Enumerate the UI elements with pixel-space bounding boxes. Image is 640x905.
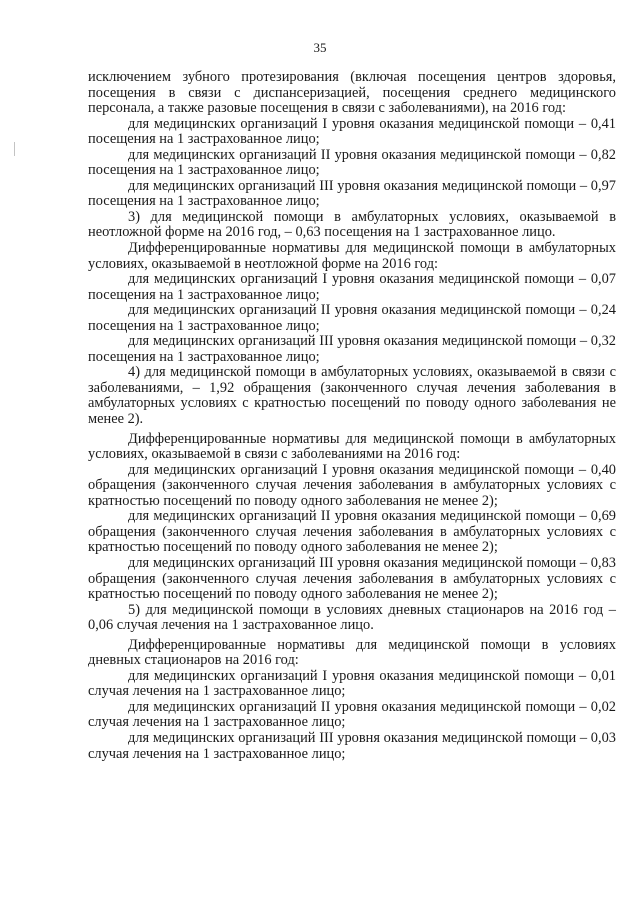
paragraph-urgent-level3: для медицинских организаций III уровня оказания медицинской помощи – 0,32 посещения на 1 застрахованное лицо; [88, 333, 616, 365]
paragraph-urgent-level1: для медицинских организаций I уровня оказания медицинской помощи – 0,07 посещения на 1 застрахованное лицо; [88, 271, 616, 303]
paragraph-disease-level2: для медицинских организаций II уровня оказания медицинской помощи – 0,69 обращения (законченного случая лечения заболевания в амбулаторных условиях с кратностью посещений по поводу одного заболевания не менее 2); [88, 508, 616, 556]
paragraph-day-hospital-level1: для медицинских организаций I уровня оказания медицинской помощи – 0,01 случая лечения на 1 застрахованное лицо; [88, 667, 616, 700]
paragraph-day-hospital-differentiated: Дифференцированные нормативы для медицинской помощи в условиях дневных стационаров на 2016 год: [88, 636, 616, 669]
paragraph-disease-level1: для медицинских организаций I уровня оказания медицинской помощи – 0,40 обращения (законченного случая лечения заболевания в амбулаторных условиях с кратностью посещений по поводу одного заболевания не менее 2); [88, 461, 616, 509]
paragraph-disease-differentiated: Дифференцированные нормативы для медицинской помощи в амбулаторных условиях, оказываемой в связи с заболеваниями на 2016 год: [88, 430, 616, 463]
document-body [88, 70, 616, 762]
paragraph-intro-continuation: исключением зубного протезирования (включая посещения центров здоровья, посещения в связи с диспансеризацией, посещения среднего медицинского персонала, а также разовые посещения в связи с заболеваниями), на 2016 год: [88, 69, 616, 117]
paragraph-level1-visits: для медицинских организаций I уровня оказания медицинской помощи – 0,41 посещения на 1 застрахованное лицо; [88, 115, 616, 148]
paragraph-level2-visits: для медицинских организаций II уровня оказания медицинской помощи – 0,82 посещения на 1 застрахованное лицо; [88, 146, 616, 179]
paragraph-item-3-urgent-care: 3) для медицинской помощи в амбулаторных условиях, оказываемой в неотложной форме на 2016 год, – 0,63 посещения на 1 застрахованное лицо. [88, 208, 616, 241]
paragraph-level3-visits: для медицинских организаций III уровня оказания медицинской помощи – 0,97 посещения на 1 застрахованное лицо; [88, 177, 616, 210]
page-number: 35 [313, 40, 327, 55]
paragraph-urgent-level2: для медицинских организаций II уровня оказания медицинской помощи – 0,24 посещения на 1 застрахованное лицо; [88, 302, 616, 334]
paragraph-item-5-day-hospital: 5) для медицинской помощи в условиях дневных стационаров на 2016 год – 0,06 случая лечения на 1 застрахованное лицо. [88, 601, 616, 634]
paragraph-day-hospital-level3: для медицинских организаций III уровня оказания медицинской помощи – 0,03 случая лечения на 1 застрахованное лицо; [88, 729, 616, 762]
scan-artifact-mark [14, 142, 23, 156]
paragraph-item-4-disease-care: 4) для медицинской помощи в амбулаторных условиях, оказываемой в связи с заболеваниями, – 1,92 обращения (законченного случая лечения заболевания в амбулаторных условиях с кратностью посещений по поводу одного заболевания не менее 2). [88, 364, 616, 428]
paragraph-urgent-care-differentiated: Дифференцированные нормативы для медицинской помощи в амбулаторных условиях, оказываемой в неотложной форме на 2016 год: [88, 240, 616, 272]
paragraph-disease-level3: для медицинских организаций III уровня оказания медицинской помощи – 0,83 обращения (законченного случая лечения заболевания в амбулаторных условиях с кратностью посещений по поводу одного заболевания не менее 2); [88, 554, 616, 603]
paragraph-day-hospital-level2: для медицинских организаций II уровня оказания медицинской помощи – 0,02 случая лечения на 1 застрахованное лицо; [88, 698, 616, 731]
